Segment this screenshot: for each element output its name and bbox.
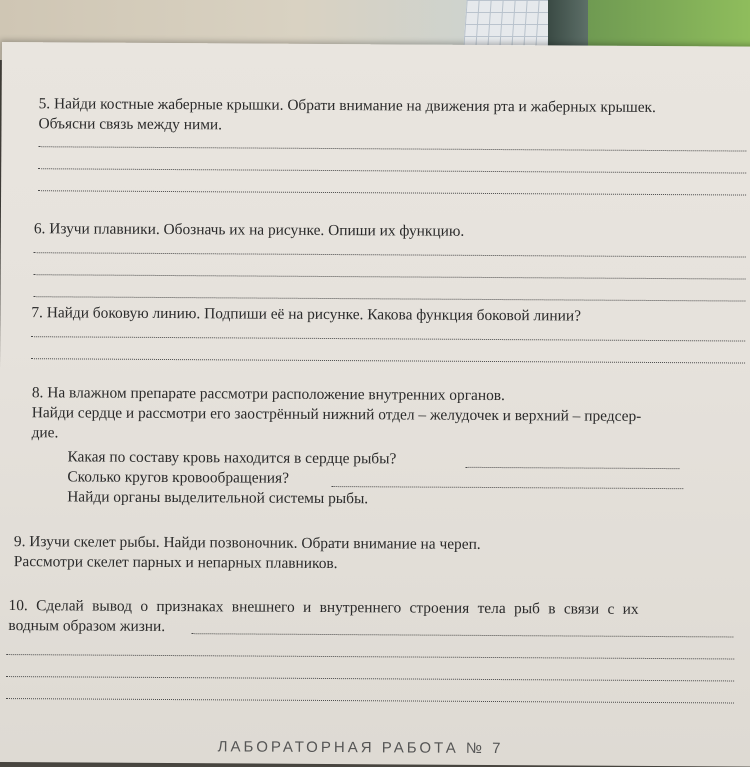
task8-answer-q1[interactable] — [465, 467, 679, 469]
background-green-folder — [588, 0, 750, 48]
background-notebook — [463, 0, 556, 48]
task8-question1: Какая по составу кровь находится в сердце рыбы? — [67, 448, 397, 468]
task8-text-line1: 8. На влажном препарате рассмотри расположение внутренних органов. — [31, 384, 505, 405]
task10-answer-line3[interactable] — [6, 676, 734, 681]
task10-answer-line4[interactable] — [6, 698, 734, 703]
background-book — [548, 0, 588, 46]
task5-answer-line3[interactable] — [38, 190, 746, 195]
task5-answer-line1[interactable] — [38, 146, 746, 151]
task6-answer-line1[interactable] — [34, 252, 746, 257]
task5-text-line2: Объясни связь между ними. — [38, 115, 223, 134]
task9-text-line2: Рассмотри скелет парных и непарных плавников. — [13, 553, 338, 573]
task10-text-line1: 10. Сделай вывод о признаках внешнего и внутреннего строения тела рыб в связи с их — [8, 597, 639, 618]
next-section-heading: ЛАБОРАТОРНАЯ РАБОТА № 7 — [217, 738, 504, 758]
task7-answer-line1[interactable] — [31, 336, 745, 341]
task5-answer-line2[interactable] — [38, 168, 746, 173]
task10-answer-line2[interactable] — [6, 654, 734, 659]
task10-text-line2: водным образом жизни. — [8, 617, 166, 636]
task6-answer-line3[interactable] — [33, 296, 745, 301]
task7-text-line1: 7. Найди боковую линию. Подпиши её на рисунке. Какова функция боковой линии? — [31, 304, 582, 325]
task8-text-line2: Найди сердце и рассмотри его заострённый нижний отдел – желудочек и верхний – предсер- — [31, 404, 642, 425]
task8-answer-q2[interactable] — [331, 486, 683, 489]
task5-text-line1: 5. Найди костные жаберные крышки. Обрати внимание на движения рта и жаберных крышек. — [38, 95, 656, 116]
task8-text-line3: дие. — [31, 424, 59, 442]
task6-text-line1: 6. Изучи плавники. Обозначь их на рисунке. Опиши их функцию. — [33, 220, 465, 240]
workbook-page — [0, 42, 750, 767]
task9-text-line1: 9. Изучи скелет рыбы. Найди позвоночник. Обрати внимание на череп. — [13, 533, 481, 553]
task7-answer-line2[interactable] — [31, 358, 745, 363]
task8-question2: Сколько кругов кровообращения? — [67, 468, 290, 487]
task6-answer-line2[interactable] — [34, 274, 746, 279]
task8-question3: Найди органы выделительной системы рыбы. — [67, 488, 369, 508]
task10-answer-line1[interactable] — [191, 633, 733, 637]
